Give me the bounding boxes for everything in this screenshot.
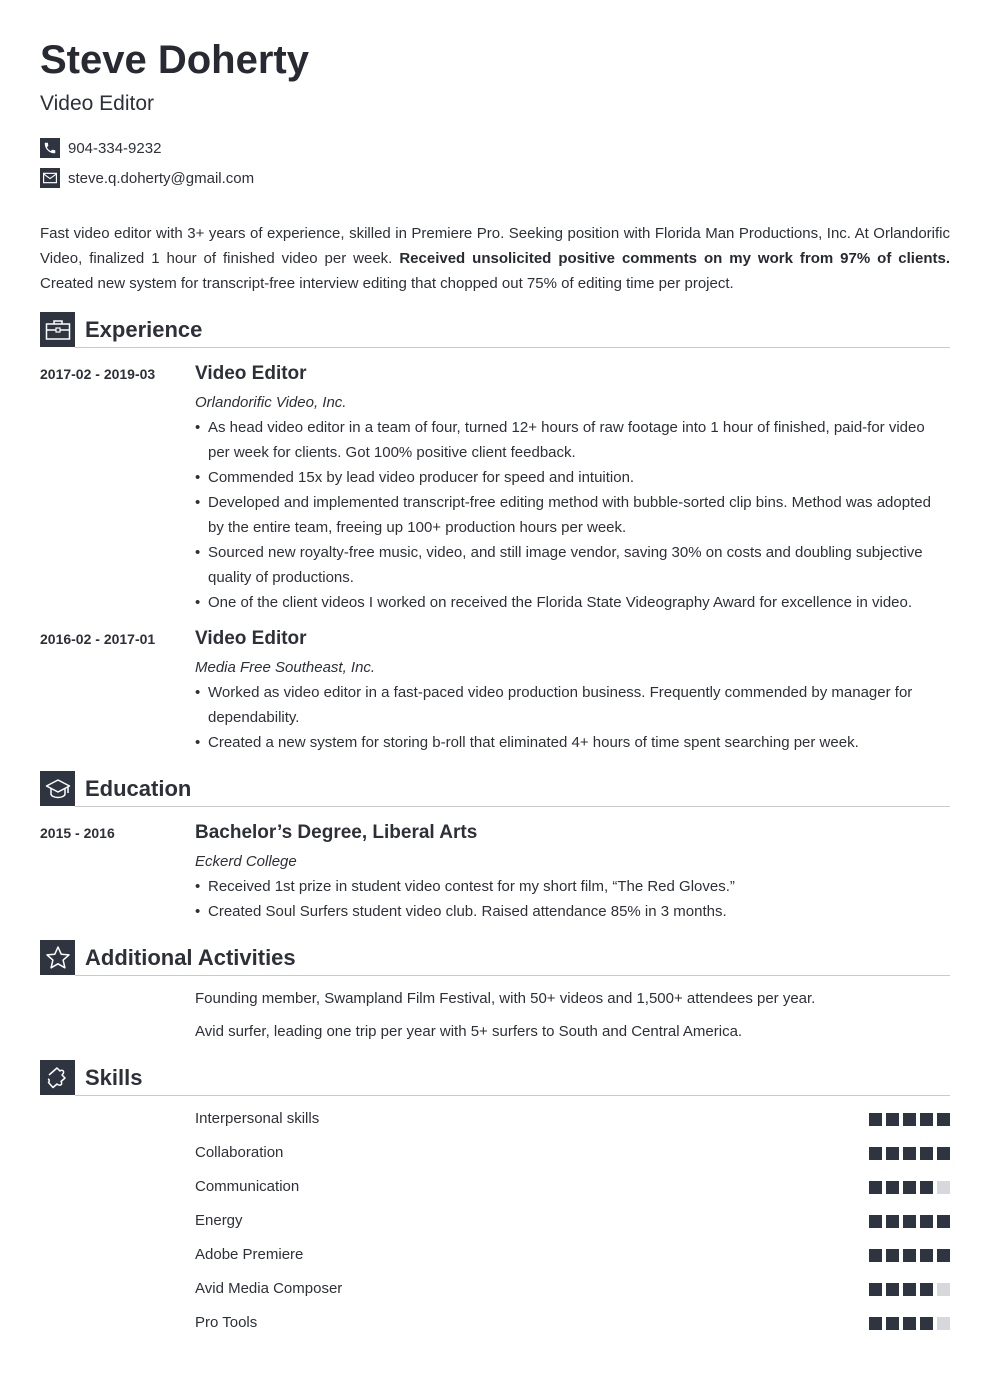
school-name: Eckerd College	[195, 853, 297, 870]
summary-paragraph	[40, 221, 950, 296]
skill-name: Communication	[195, 1178, 300, 1195]
puzzle-icon	[40, 1060, 75, 1095]
job-bullet: • One of the client videos I worked on received the Florida State Videography Award for excellence in video.	[195, 590, 950, 615]
entry-dates: 2017-02 - 2019-03	[40, 366, 156, 382]
entry-dates: 2015 - 2016	[40, 825, 115, 841]
rating-square-filled	[937, 1147, 950, 1160]
skill-row	[195, 1313, 950, 1333]
skill-rating	[865, 1317, 950, 1330]
skill-rating	[865, 1113, 950, 1126]
skill-name: Collaboration	[195, 1144, 284, 1161]
rating-square-filled	[886, 1181, 899, 1194]
rating-square-filled	[937, 1215, 950, 1228]
experience-section-header	[40, 312, 950, 348]
skill-row	[195, 1279, 950, 1299]
rating-square-filled	[920, 1283, 933, 1296]
candidate-name: Steve Doherty	[40, 38, 309, 82]
skill-rating	[865, 1147, 950, 1160]
rating-square-filled	[903, 1215, 916, 1228]
skill-name: Avid Media Composer	[195, 1280, 343, 1297]
skill-rating	[865, 1215, 950, 1228]
skill-rating	[865, 1283, 950, 1296]
skill-row	[195, 1177, 950, 1197]
skill-name: Energy	[195, 1212, 243, 1229]
activities-heading: Additional Activities	[85, 945, 296, 970]
rating-square-filled	[920, 1113, 933, 1126]
skill-name: Adobe Premiere	[195, 1246, 304, 1263]
experience-heading: Experience	[85, 317, 203, 342]
envelope-icon	[40, 168, 60, 188]
job-bullet: • Worked as video editor in a fast-paced video production business. Frequently commended by manager for dependability.	[195, 680, 950, 730]
activity-item: Founding member, Swampland Film Festival, with 50+ videos and 1,500+ attendees per year.	[195, 990, 816, 1007]
rating-square-filled	[903, 1317, 916, 1330]
job-bullet: • Created a new system for storing b-roll that eliminated 4+ hours of time spent searching per week.	[195, 730, 950, 755]
skill-name: Pro Tools	[195, 1314, 258, 1331]
skill-row	[195, 1109, 950, 1129]
rating-square-filled	[869, 1317, 882, 1330]
education-bullet: • Received 1st prize in student video contest for my short film, “The Red Gloves.”	[195, 874, 950, 899]
rating-square-filled	[903, 1147, 916, 1160]
skills-heading: Skills	[85, 1065, 143, 1090]
section-divider	[75, 975, 950, 976]
rating-square-filled	[937, 1249, 950, 1262]
rating-square-filled	[869, 1215, 882, 1228]
rating-square-filled	[886, 1113, 899, 1126]
skill-name: Interpersonal skills	[195, 1110, 320, 1127]
entry-dates: 2016-02 - 2017-01	[40, 631, 156, 647]
skills-section-header	[40, 1060, 950, 1096]
summary-highlight: Received unsolicited positive comments on my work from 97% of clients.	[399, 250, 950, 267]
section-divider	[75, 806, 950, 807]
skill-rating	[865, 1181, 950, 1194]
summary-text-1: Fast video editor with 3+ years of experience, skilled in Premiere Pro. Seeking position with Florida Man Productions, Inc. At Orlandorific Video, finalized 1 hour of finished video per week.	[40, 225, 950, 267]
rating-square-empty	[937, 1317, 950, 1330]
rating-square-filled	[886, 1283, 899, 1296]
rating-square-filled	[903, 1181, 916, 1194]
job-bullet: • Developed and implemented transcript-free editing method with bubble-sorted clip bins. Method was adopted by the entire team, freeing up 100+ production hours per week.	[195, 490, 950, 540]
rating-square-filled	[886, 1249, 899, 1262]
activities-section-header	[40, 940, 950, 976]
job-bullet: • As head video editor in a team of four, turned 12+ hours of raw footage into 1 hour of finished, paid-for video per week for clients. Got 100% positive client feedback.	[195, 415, 950, 465]
summary-text-2: Created new system for transcript-free interview editing that chopped out 75% of editing time per project.	[40, 275, 734, 292]
rating-square-filled	[920, 1181, 933, 1194]
activity-item: Avid surfer, leading one trip per year with 5+ surfers to South and Central America.	[195, 1023, 743, 1040]
rating-square-filled	[869, 1147, 882, 1160]
graduation-cap-icon	[40, 771, 75, 806]
job-bullet: • Sourced new royalty-free music, video, and still image vendor, saving 30% on costs and doubling subjective quality of productions.	[195, 540, 950, 590]
rating-square-filled	[886, 1317, 899, 1330]
email-text[interactable]: steve.q.doherty@gmail.com	[68, 169, 255, 187]
degree-title: Bachelor’s Degree, Liberal Arts	[195, 822, 478, 843]
contact-phone	[40, 138, 161, 158]
rating-square-filled	[869, 1113, 882, 1126]
rating-square-filled	[886, 1215, 899, 1228]
rating-square-filled	[937, 1113, 950, 1126]
phone-text: 904-334-9232	[68, 139, 162, 157]
rating-square-filled	[920, 1147, 933, 1160]
rating-square-filled	[869, 1249, 882, 1262]
rating-square-filled	[920, 1215, 933, 1228]
job-bullet: • Commended 15x by lead video producer for speed and intuition.	[195, 465, 950, 490]
skill-row	[195, 1245, 950, 1265]
education-heading: Education	[85, 776, 192, 801]
section-divider	[75, 1095, 950, 1096]
rating-square-empty	[937, 1283, 950, 1296]
company-name: Media Free Southeast, Inc.	[195, 659, 376, 676]
rating-square-filled	[869, 1283, 882, 1296]
rating-square-filled	[920, 1249, 933, 1262]
rating-square-filled	[903, 1249, 916, 1262]
rating-square-filled	[886, 1147, 899, 1160]
skill-row	[195, 1143, 950, 1163]
job-title: Video Editor	[195, 628, 307, 649]
rating-square-filled	[920, 1317, 933, 1330]
rating-square-filled	[903, 1113, 916, 1126]
rating-square-filled	[903, 1283, 916, 1296]
phone-icon	[40, 138, 60, 158]
rating-square-empty	[937, 1181, 950, 1194]
job-title: Video Editor	[195, 363, 307, 384]
education-bullet: • Created Soul Surfers student video club. Raised attendance 85% in 3 months.	[195, 899, 950, 924]
skill-row	[195, 1211, 950, 1231]
education-section-header	[40, 771, 950, 807]
contact-email	[40, 168, 254, 188]
candidate-role: Video Editor	[40, 92, 155, 115]
section-divider	[75, 347, 950, 348]
skill-rating	[865, 1249, 950, 1262]
rating-square-filled	[869, 1181, 882, 1194]
company-name: Orlandorific Video, Inc.	[195, 394, 347, 411]
briefcase-icon	[40, 312, 75, 347]
star-icon	[40, 940, 75, 975]
